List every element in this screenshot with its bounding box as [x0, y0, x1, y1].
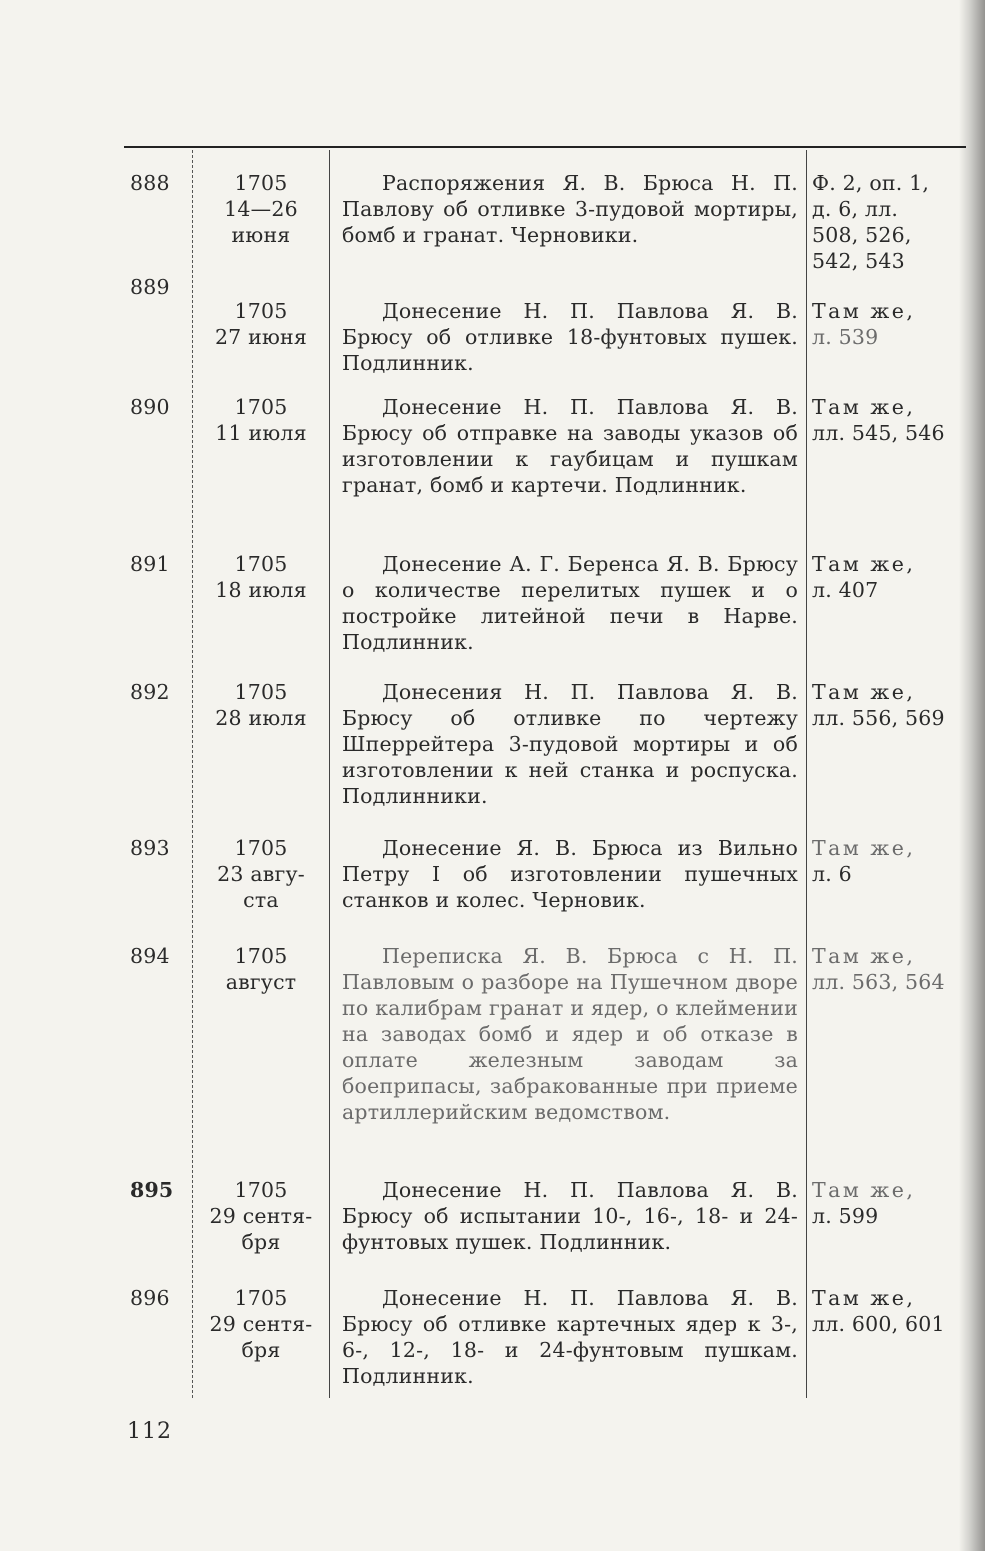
table-row [0, 551, 985, 679]
row-date: 1705 18 июля [196, 551, 326, 603]
row-reference: Ф. 2, оп. 1, д. 6, лл. 508, 526, 542, 543 [812, 171, 930, 273]
row-date: 1705 14—26 июня [196, 170, 326, 248]
row-year: 1705 [234, 836, 288, 860]
table-top-rule [124, 146, 966, 148]
row-year: 1705 [234, 171, 288, 195]
row-number: 889 [130, 275, 170, 299]
row-reference: Там же, лл. 600, 601 [812, 1286, 945, 1336]
row-number: 893 [130, 836, 170, 860]
row-number: 896 [130, 1286, 170, 1310]
row-description: Донесение Н. П. Павлова Я. В. Брюсу об отливке 18-фунтовых пушек. Подлинник. [342, 299, 798, 375]
row-reference: Там же, л. 6 [812, 836, 916, 886]
row-date: 1705 11 июля [196, 394, 326, 446]
row-description: Распоряжения Я. В. Брюса Н. П. Павлову об отливке 3-пудовой мортиры, бомб и гранат. Черновики. [342, 171, 798, 247]
table-row [0, 835, 985, 943]
row-description: Донесение Н. П. Павлова Я. В. Брюсу об отливке картечных ядер к 3-, 6-, 12-, 18- и 24-фунтовым пушкам. Подлинник. [342, 1286, 798, 1388]
row-number: 888 [130, 171, 170, 195]
row-reference: Там же, лл. 556, 569 [812, 680, 945, 730]
table-row [0, 679, 985, 835]
row-reference: Там же, л. 407 [812, 552, 916, 602]
row-year: 1705 [234, 1286, 288, 1310]
table-row [0, 394, 985, 551]
row-reference: Там же, лл. 545, 546 [812, 395, 945, 445]
row-description: Донесение Я. В. Брюса из Вильно Петру I об изготовлении пушечных станков и колес. Черновик. [342, 836, 798, 912]
row-year: 1705 [234, 944, 288, 968]
table-row [0, 1177, 985, 1285]
row-date: 1705 29 сентя- бря [196, 1177, 326, 1255]
row-year: 1705 [234, 552, 288, 576]
table-row [0, 274, 985, 394]
table-row [0, 943, 985, 1177]
archive-table [0, 170, 985, 1397]
row-reference: Там же, л. 539 [812, 299, 916, 349]
row-year: 1705 [234, 680, 288, 704]
row-number: 891 [130, 552, 170, 576]
row-year: 1705 [234, 299, 288, 323]
row-date: 1705 август [196, 943, 326, 995]
row-date: 1705 27 июня [196, 274, 326, 350]
row-date: 1705 28 июля [196, 679, 326, 731]
row-reference: Там же, л. 599 [812, 1178, 916, 1228]
row-description: Донесение Н. П. Павлова Я. В. Брюсу об испытании 10-, 16-, 18- и 24-фунтовых пушек. Подлинник. [342, 1178, 798, 1254]
row-number: 892 [130, 680, 170, 704]
row-year: 1705 [234, 395, 288, 419]
row-number: 894 [130, 944, 170, 968]
row-description: Донесения Н. П. Павлова Я. В. Брюсу об отливке по чертежу Шперрейтера 3-пудовой мортиры и об изготовлении к ней станка и роспуска. Подлинники. [342, 680, 798, 808]
row-year: 1705 [234, 1178, 288, 1202]
row-number: 895 [130, 1178, 174, 1202]
row-description: Донесение А. Г. Беренса Я. В. Брюсу о количестве перелитых пушек и о постройке литейной печи в Нарве. Подлинник. [342, 552, 798, 654]
row-description: Донесение Н. П. Павлова Я. В. Брюсу об отправке на заводы указов об изготовлении к гаубицам и пушкам гранат, бомб и картечи. Подлинник. [342, 395, 798, 497]
table-row [0, 1285, 985, 1397]
row-description: Переписка Я. В. Брюса с Н. П. Павловым о разборе на Пушечном дворе по калибрам гранат и ядер, о клеймении на заводах бомб и ядер и об отказе в оплате железным заводам за боеприпасы, забракованные при приеме артиллерийским ведомством. [342, 944, 798, 1124]
row-date: 1705 29 сентя- бря [196, 1285, 326, 1363]
row-date: 1705 23 авгу- ста [196, 835, 326, 913]
row-number: 890 [130, 395, 170, 419]
table-row [0, 170, 985, 286]
page-number: 112 [127, 1419, 172, 1444]
row-reference: Там же, лл. 563, 564 [812, 944, 945, 994]
